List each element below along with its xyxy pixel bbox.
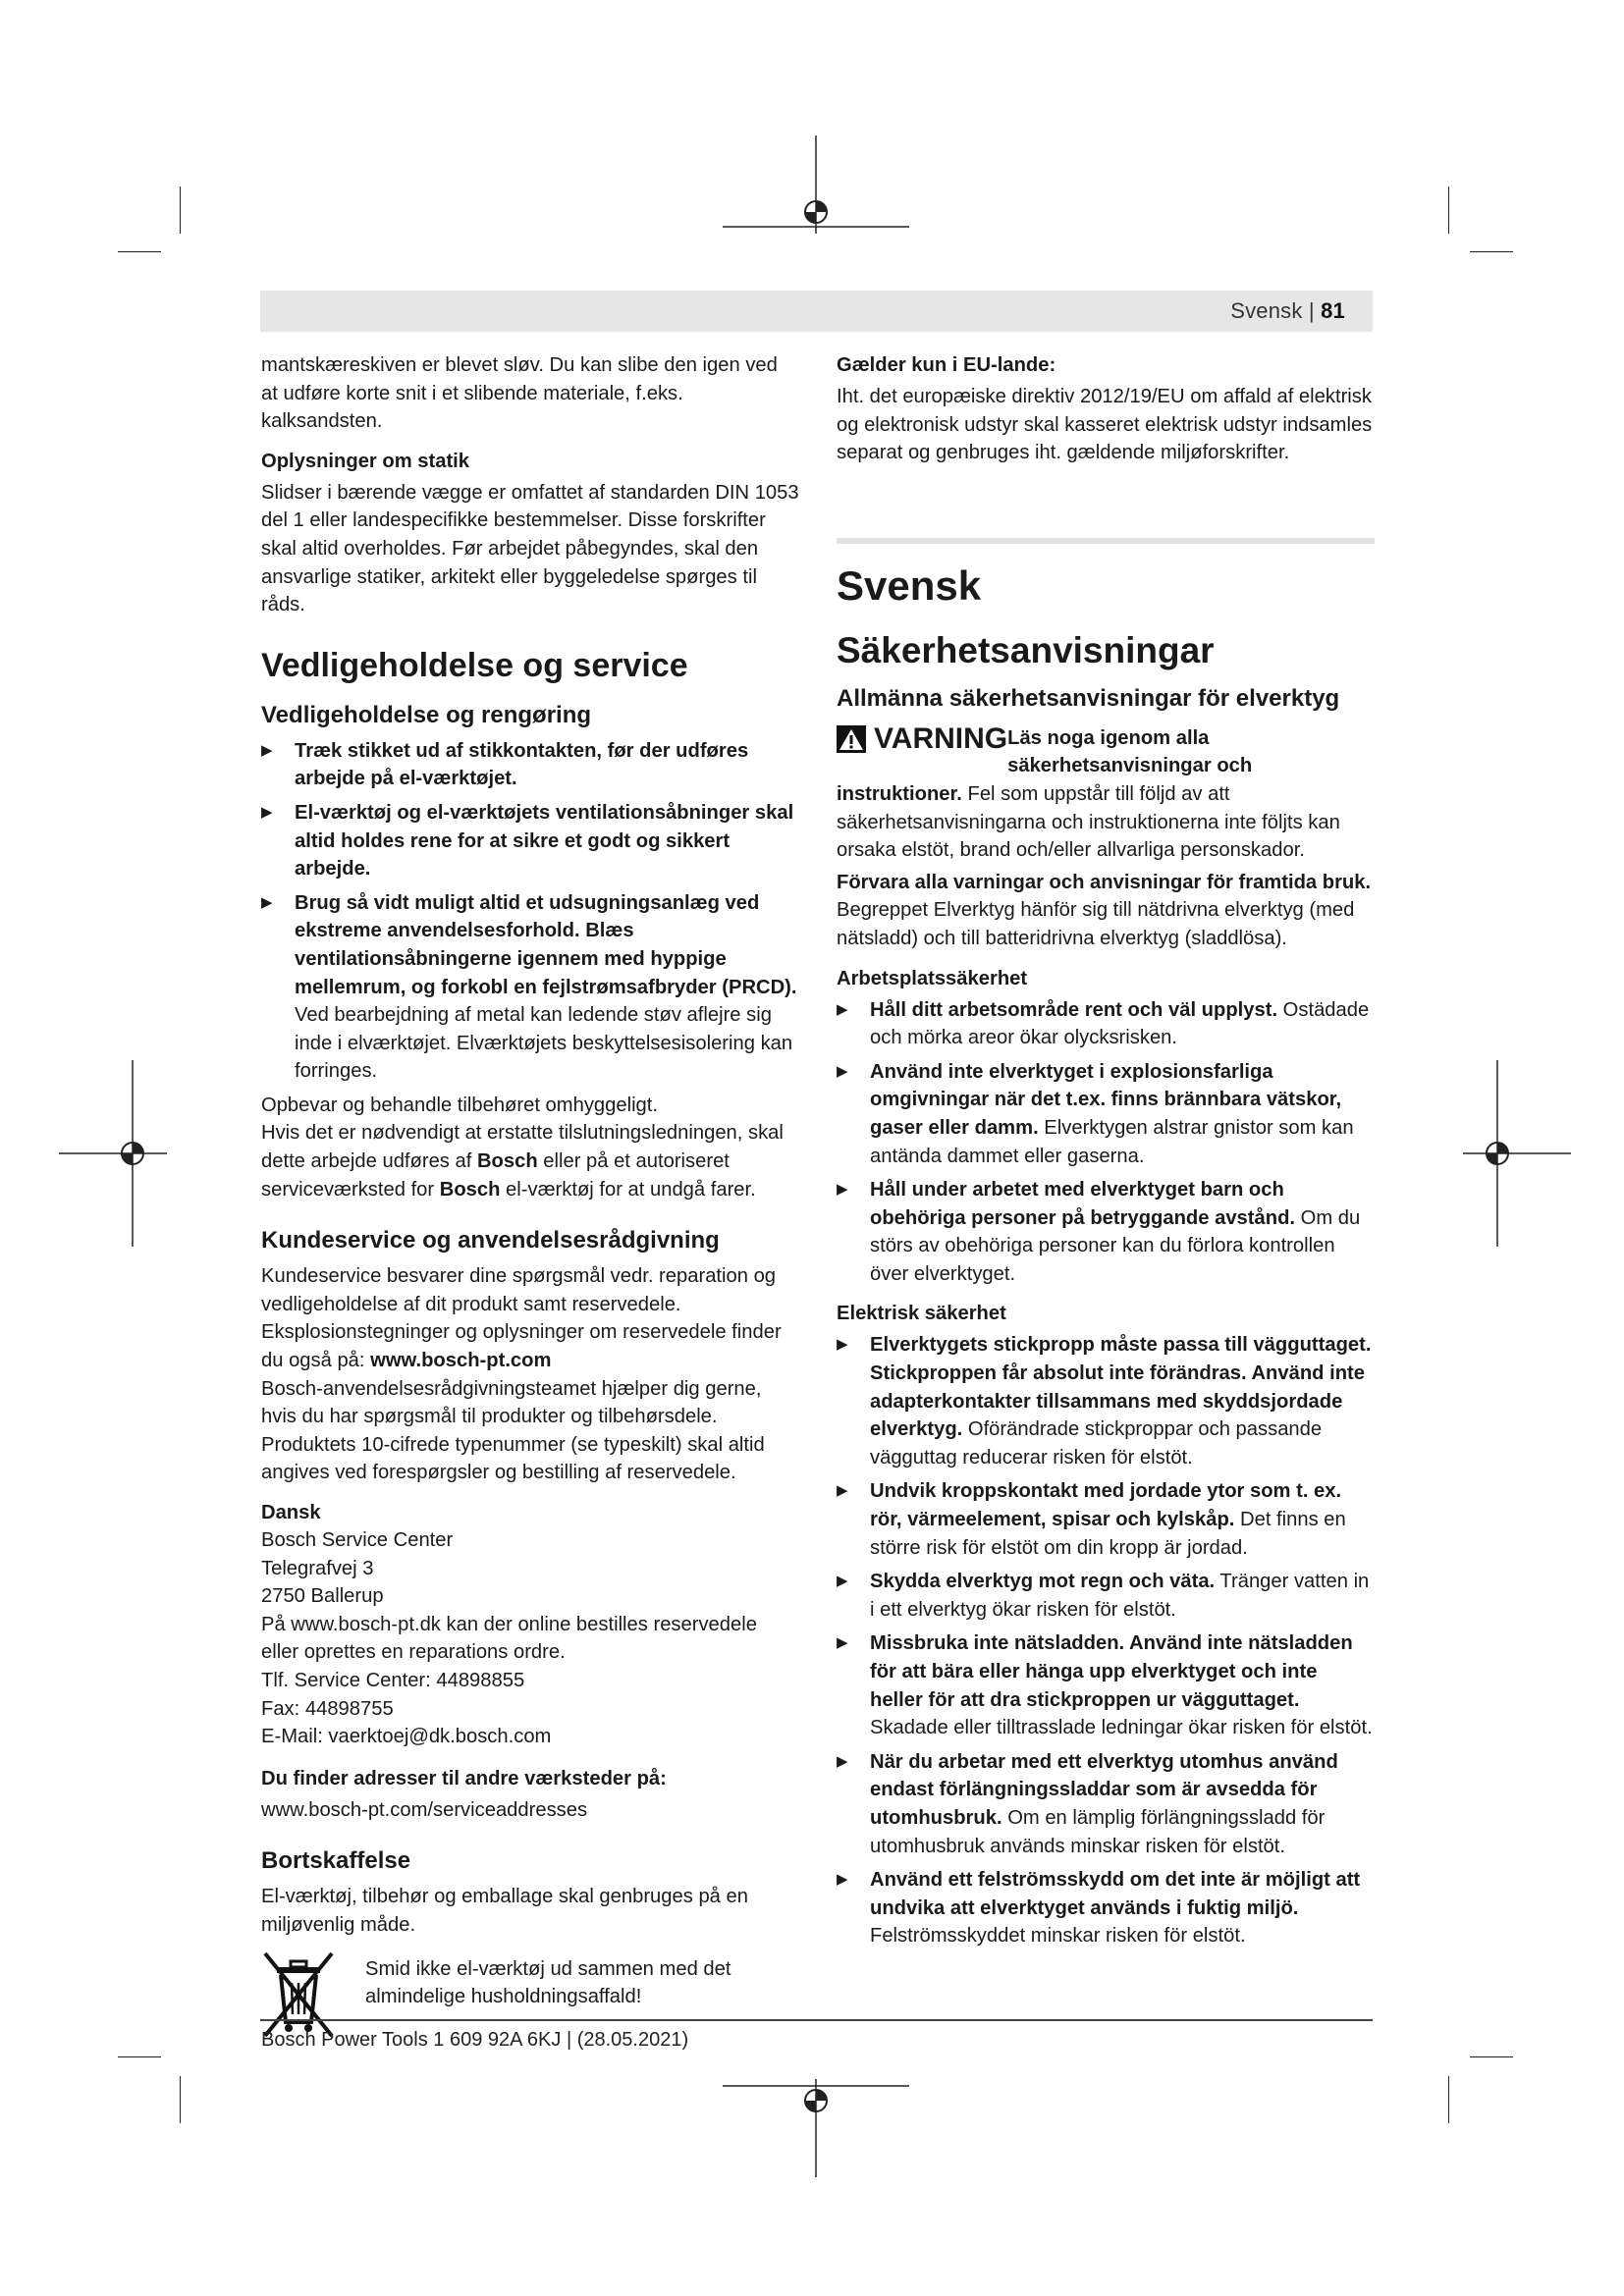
list-item: ▶ Håll ditt arbetsområde rent och väl upplyst. Ostädade och mörka areor ökar olycksrisken. <box>837 996 1375 1052</box>
bullet-icon: ▶ <box>261 741 273 759</box>
crop-mark <box>118 251 161 252</box>
weee-text: Smid ikke el-værktøj ud sammen med det almindelige husholdningsaffald! <box>365 1957 731 2008</box>
footer-text: Bosch Power Tools 1 609 92A 6KJ | (28.05.2021) <box>261 2029 689 2051</box>
bullet-icon: ▶ <box>837 1062 848 1080</box>
intro-paragraph: mantskæreskiven er blevet sløv. Du kan slibe den igen ved at udføre korte snit i et slibende materiale, f.eks. kalksandsten. <box>261 354 778 433</box>
keep-instructions: Förvara alla varningar och anvisningar för framtida bruk. <box>837 871 1372 893</box>
disposal-title: Bortskaffelse <box>261 1847 411 1875</box>
dansk-heading: Dansk <box>261 1502 321 1523</box>
bullet-icon: ▶ <box>837 1752 848 1770</box>
workplace-list <box>837 996 1375 1289</box>
warning-block <box>837 722 1375 865</box>
workplace-heading: Arbetsplatssäkerhet <box>837 967 1028 989</box>
header-label: Svensk | 81 <box>1230 298 1345 323</box>
advice-paragraph: Bosch-anvendelsesrådgivningsteamet hjælper dig gerne, hvis du har spørgsmål til produkter og tilbehørsdele. <box>261 1377 762 1428</box>
bullet-icon: ▶ <box>837 1871 848 1889</box>
crop-mark <box>1448 187 1449 234</box>
registration-mark-icon <box>723 2079 909 2177</box>
address-city: 2750 Ballerup <box>261 1585 384 1608</box>
cable-paragraph: Hvis det er nødvendigt at erstatte tilslutningsledningen, skal dette arbejde udføres af Bosch eller på et autoriseret serviceværksted for Bosch el-værktøj for at undgå farer. <box>261 1122 784 1201</box>
footer-divider <box>260 2019 1373 2021</box>
address-fax: Fax: 44898755 <box>261 1697 394 1720</box>
customer-service-title: Kundeservice og anvendelsesrådgivning <box>261 1227 720 1255</box>
list-item: ▶ När du arbetar med ett elverktyg utomhus använd endast förlängningssladdar som är avsedda för utomhusbruk. Om en lämplig förlängningssladd för utomhusbruk används minskar risken för elstöt. <box>837 1748 1375 1860</box>
page-header <box>260 291 1373 332</box>
weee-notice <box>261 1949 799 2038</box>
crop-mark <box>1470 2056 1513 2057</box>
address-email: E-Mail: vaerktoej@dk.bosch.com <box>261 1726 552 1748</box>
list-item: ▶ Använd ett felströmsskydd om det inte är möjligt att undvika att elverktyget används i fuktig miljö. Felströmsskyddet minskar risken för elstöt. <box>837 1866 1375 1950</box>
registration-mark-icon <box>1463 1060 1571 1247</box>
registration-mark-icon <box>723 135 909 234</box>
crop-mark <box>1448 2076 1449 2123</box>
electrical-list <box>837 1331 1375 1949</box>
address-phone: Tlf. Service Center: 44898855 <box>261 1669 525 1691</box>
list-item: ▶ Elverktygets stickpropp måste passa till vägguttaget. Stickproppen får absolut inte förändras. Använd inte adapterkontakter tillsammans med skyddsjordade elverktyg. Oförändrade stickproppar och passande vägguttag reducerar risken för elstöt. <box>837 1331 1375 1471</box>
bullet-icon: ▶ <box>837 1000 848 1018</box>
list-item: ▶ Skydda elverktyg mot regn och väta. Tränger vatten in i ett elverktyg ökar risken för elstöt. <box>837 1568 1375 1624</box>
crop-mark <box>180 2076 181 2123</box>
eu-heading: Gælder kun i EU-lande: <box>837 354 1056 376</box>
statik-paragraph: Slidser i bærende vægge er omfattet af standarden DIN 1053 del 1 eller landespecifikke bestemmelser. Disse forskrifter skal altid overholdes. Før arbejdet påbegyndes, skal den ansvarlige statiker, arkitekt eller byggeledelse spørges til råds. <box>261 481 799 616</box>
address-company: Bosch Service Center <box>261 1529 454 1551</box>
right-column <box>837 351 1375 1956</box>
safety-title: Säkerhetsanvisningar <box>837 629 1215 670</box>
disposal-paragraph: El-værktøj, tilbehør og emballage skal genbruges på en miljøvenlig måde. <box>261 1886 748 1936</box>
statik-heading: Oplysninger om statik <box>261 450 470 472</box>
crop-mark <box>118 2056 161 2057</box>
general-safety-title: Allmänna säkerhetsanvisningar för elverktyg <box>837 684 1340 712</box>
page-number: 81 <box>1321 298 1345 323</box>
address-street: Telegrafvej 3 <box>261 1557 374 1579</box>
bosch-link[interactable]: www.bosch-pt.com <box>370 1350 552 1372</box>
warning-side-text: Läs noga igenom alla säkerhetsanvisningar och <box>1007 726 1253 777</box>
list-item: ▶ El-værktøj og el-værktøjets ventilationsåbninger skal altid holdes rene for at sikre et godt og sikkert arbejde. <box>261 799 799 883</box>
eu-paragraph: Iht. det europæiske direktiv 2012/19/EU om affald af elektrisk og elektronisk udstyr skal kasseret elektrisk udstyr indsamles separat og genbruges iht. gældende miljøforskrifter. <box>837 386 1373 464</box>
bullet-icon: ▶ <box>837 1634 848 1652</box>
accessory-paragraph: Opbevar og behandle tilbehøret omhyggeligt. <box>261 1094 659 1116</box>
left-column <box>261 351 799 2038</box>
language-title: Svensk <box>837 561 982 609</box>
bullet-icon: ▶ <box>837 1336 848 1354</box>
bullet-icon: ▶ <box>837 1482 848 1500</box>
other-addresses-heading: Du finder adresser til andre værksteder på: <box>261 1767 667 1789</box>
service-addresses-link[interactable]: www.bosch-pt.com/serviceaddresses <box>261 1798 588 1821</box>
warning-triangle-icon <box>837 725 866 753</box>
crop-mark <box>180 187 181 234</box>
section-divider <box>837 538 1375 544</box>
list-item: ▶ Undvik kroppskontakt med jordade ytor som t. ex. rör, värmeelement, spisar och kylskåp. Det finns en större risk för elstöt om din kropp är jordad. <box>837 1477 1375 1562</box>
address-online: På www.bosch-pt.dk kan der online bestilles reservedele eller oprettes en reparations ordre. <box>261 1613 757 1664</box>
registration-mark-icon <box>59 1060 167 1247</box>
type-number-paragraph: Produktets 10-cifrede typenummer (se typeskilt) skal altid angives ved forespørgsler og bestilling af reservedele. <box>261 1433 765 1484</box>
bullet-icon: ▶ <box>261 893 273 911</box>
customer-service-paragraph: Kundeservice besvarer dine spørgsmål vedr. reparation og vedligeholdelse af dit produkt samt reservedele. Eksplosionstegninger og oplysninger om reservedele finder du også på: www.bosch-pt.com <box>261 1265 782 1372</box>
crossed-bin-icon <box>261 1949 336 2038</box>
crop-mark <box>1470 251 1513 252</box>
list-item: ▶ Brug så vidt muligt altid et udsugningsanlæg ved ekstreme anvendelsesforhold. Blæs ventilationsåbningerne igennem med hyppige mellemrum, og forkobl en fejlstrømsafbryder (PRCD). Ved bearbejdning af metal kan ledende støv aflejre sig inde i elværktøjet. Elværktøjets beskyttelsesisolering kan forringes. <box>261 889 799 1086</box>
list-item: ▶ Missbruka inte nätsladden. Använd inte nätsladden för att bära eller hänga upp elverktyget och inte heller för att dra stickproppen ur vägguttaget. Skadade eller tilltrasslade ledningar ökar risken för elstöt. <box>837 1629 1375 1741</box>
definition-paragraph: Begreppet Elverktyg hänför sig till nätdrivna elverktyg (med nätsladd) och till batteridrivna elverktyg (sladdlösa). <box>837 899 1355 949</box>
list-item: ▶ Håll under arbetet med elverktyget barn och obehöriga personer på betryggande avstånd. Om du störs av obehöriga personer kan du förlora kontrollen över elverktyget. <box>837 1176 1375 1288</box>
cleaning-list <box>261 737 799 1086</box>
electrical-heading: Elektrisk säkerhet <box>837 1303 1006 1325</box>
warning-label: VARNING <box>837 722 1007 756</box>
warning-paragraph: instruktioner. Fel som uppstår till följd av att säkerhetsanvisningarna och instruktionerna inte följts kan orsaka elstöt, brand och/eller allvarliga personskador. <box>837 782 1340 862</box>
maintenance-title: Vedligeholdelse og service <box>261 646 688 684</box>
bullet-icon: ▶ <box>837 1573 848 1590</box>
list-item: ▶ Använd inte elverktyget i explosionsfarliga omgivningar när det t.ex. finns brännbara vätskor, gaser eller damm. Elverktygen alstrar gnistor som kan antända dammet eller gaserna. <box>837 1058 1375 1170</box>
cleaning-title: Vedligeholdelse og rengøring <box>261 701 592 728</box>
bullet-icon: ▶ <box>261 803 273 821</box>
bullet-icon: ▶ <box>837 1181 848 1199</box>
list-item: ▶ Træk stikket ud af stikkontakten, før der udføres arbejde på el-værktøjet. <box>261 737 799 793</box>
